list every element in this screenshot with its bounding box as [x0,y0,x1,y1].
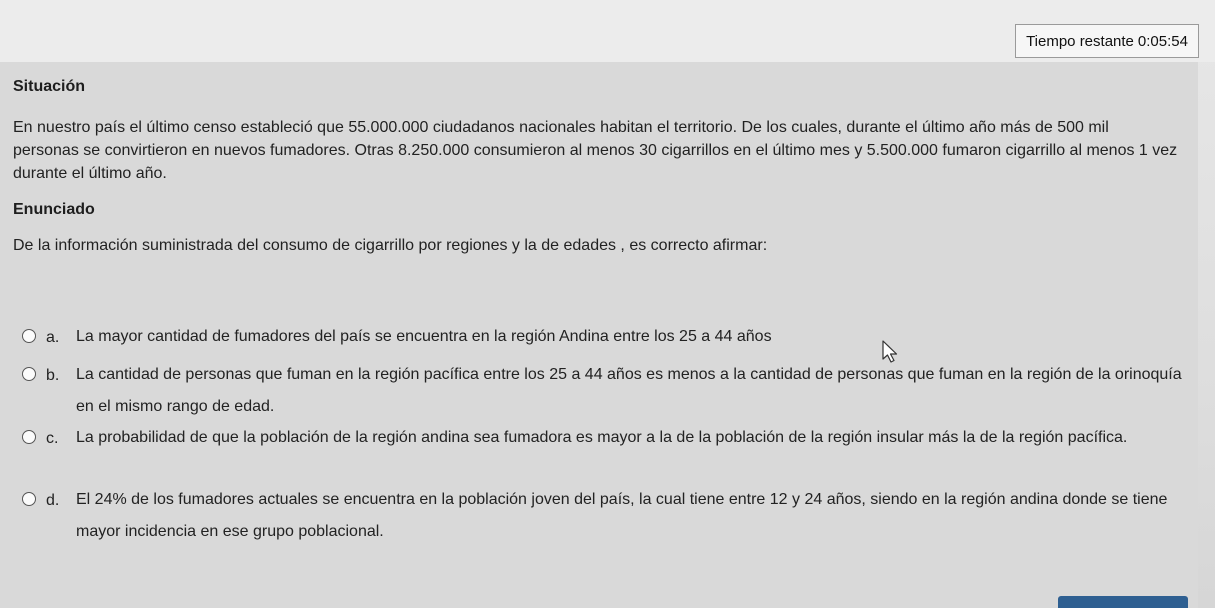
option-letter: c. [46,430,59,447]
option-text: La mayor cantidad de fumadores del país se encuentra en la región Andina entre los 25 a 44 años [76,328,772,345]
next-page-button[interactable] [1058,596,1188,608]
option-letter: d. [46,492,60,509]
radio-button-d[interactable] [22,492,36,506]
answer-option-b[interactable] [22,364,1182,423]
answer-option-a[interactable] [22,326,1182,353]
enunciado-text: De la información suministrada del consumo de cigarrillo por regiones y la de edades , es correcto afirmar: [13,237,768,254]
enunciado-heading: Enunciado [13,201,95,218]
time-remaining-box [1015,24,1199,58]
radio-button-a[interactable] [22,329,36,343]
situacion-text: En nuestro país el último censo estableció que 55.000.000 ciudadanos nacionales habitan el territorio. De los cuales, durante el último año más de 500 mil personas se convirtieron en nuevos fumadores. Otras 8.250.000 consumieron al menos 30 cigarrillos en el último mes y 5.500.000 fumaron cigarrillo al menos 1 vez durante el último año. [13,119,1178,182]
situacion-heading: Situación [13,78,86,95]
time-remaining-label: Tiempo restante [1026,32,1134,50]
option-text: El 24% de los fumadores actuales se encuentra en la población joven del país, la cual tiene entre 12 y 24 años, siendo en la región andina donde se tiene mayor incidencia en ese grupo poblacional. [76,491,1168,540]
answer-option-c[interactable] [22,427,1182,454]
mouse-pointer-icon [882,340,900,364]
option-letter: b. [46,367,60,384]
time-remaining-value: 0:05:54 [1137,32,1188,50]
option-letter: a. [46,329,60,346]
radio-button-c[interactable] [22,430,36,444]
option-text: La probabilidad de que la población de la región andina sea fumadora es mayor a la de la población de la región insular más la de la región pacífica. [76,429,1128,446]
option-text: La cantidad de personas que fuman en la región pacífica entre los 25 a 44 años es menos a la cantidad de personas que fuman en la región de la orinoquía en el mismo rango de edad. [76,366,1182,415]
top-bar [0,0,1215,62]
answer-option-d[interactable] [22,489,1182,548]
radio-button-b[interactable] [22,367,36,381]
